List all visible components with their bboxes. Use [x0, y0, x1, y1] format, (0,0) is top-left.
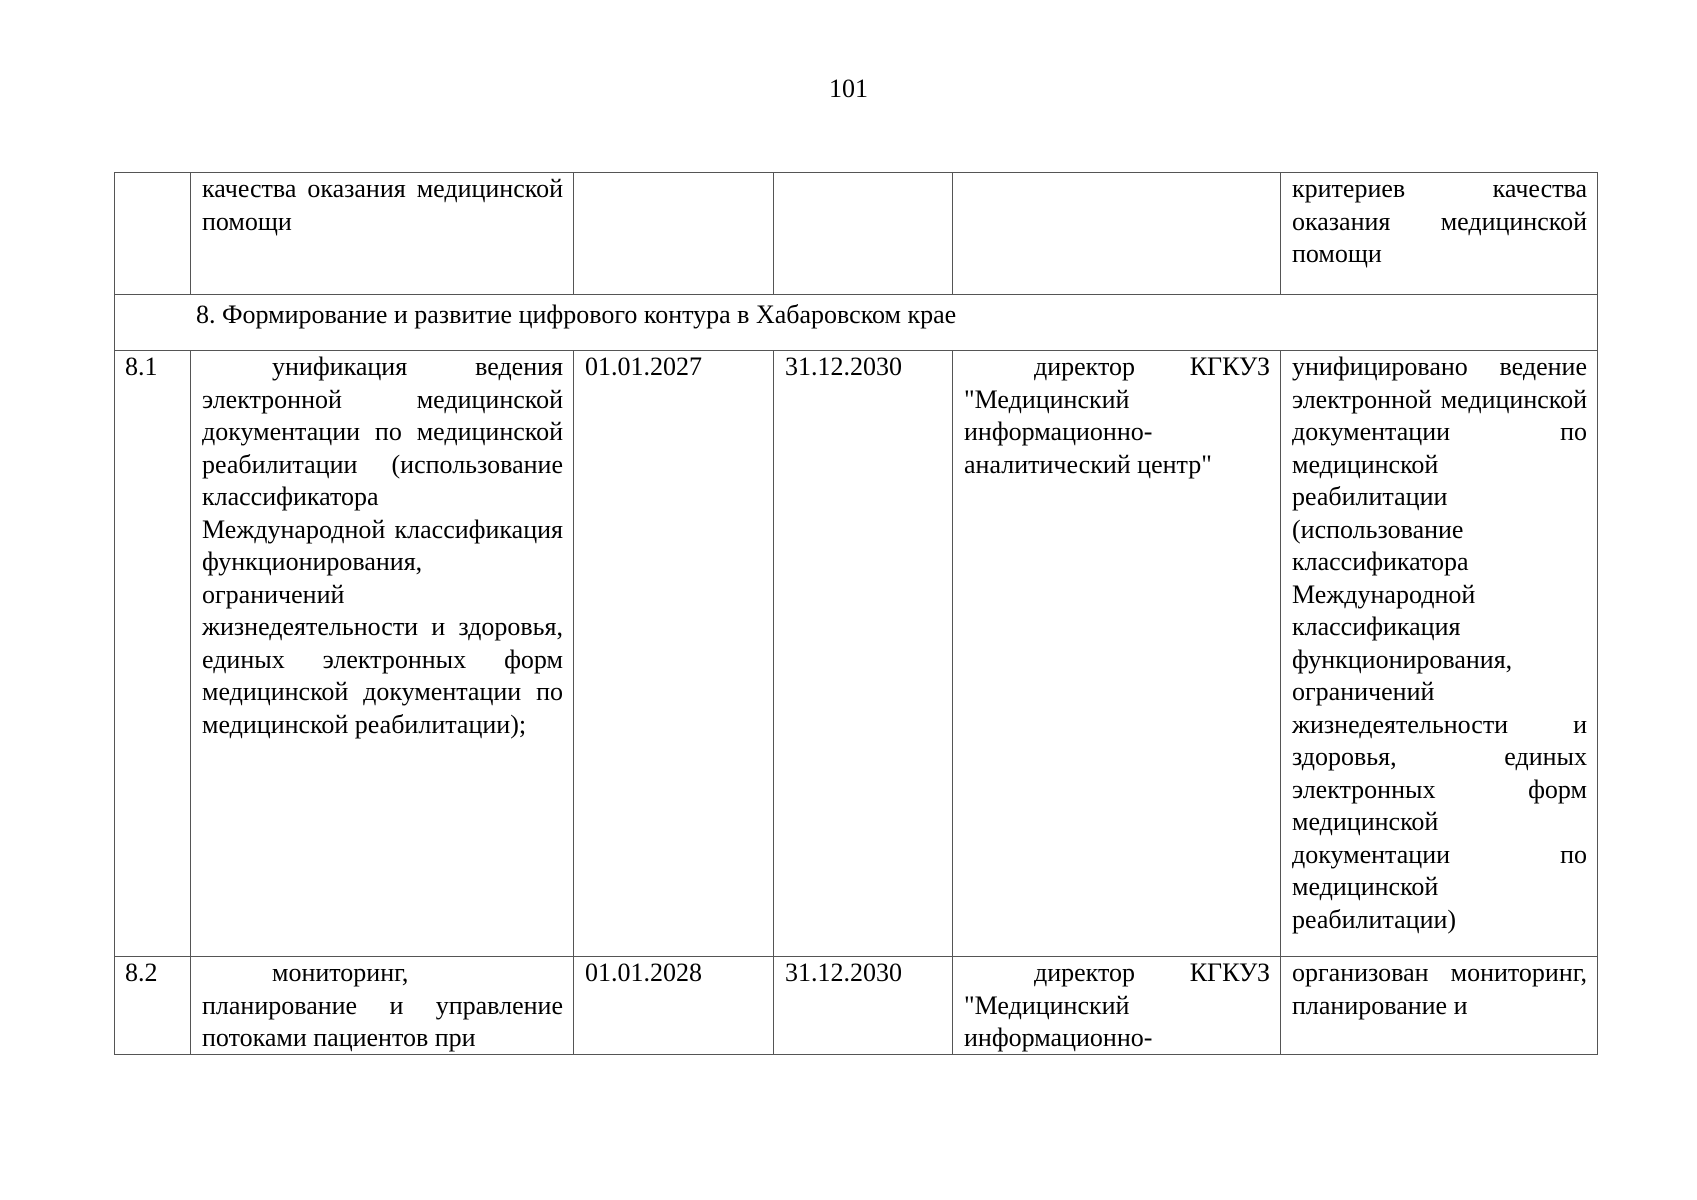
start-date: 01.01.2028 — [585, 958, 702, 987]
activity-text: мониторинг, планирование и управление потоками пациентов при — [202, 958, 563, 1052]
result-cell: критериев качества оказания медицинской помощи — [1281, 173, 1598, 295]
responsible-text: директор КГКУЗ "Медицинский информационно- — [964, 958, 1270, 1052]
end-date-cell: 31.12.2030 — [774, 351, 953, 957]
activity-cell: унификация ведения электронной медицинской документации по медицинской реабилитации (использование классификатора Международной классификация функционирования, ограничений жизнедеятельности и здоровья, единых электронных форм медицинской документации по медицинской реабилитации); — [191, 351, 574, 957]
responsible-cell — [953, 957, 1281, 1055]
row-number: 8.2 — [125, 958, 158, 987]
start-date-cell: 01.01.2027 — [574, 351, 774, 957]
row-number: 8.1 — [115, 351, 191, 957]
table-row — [115, 173, 1598, 295]
result-cell: унифицировано ведение электронной медицинской документации по медицинской реабилитации (использование классификатора Международной классификация функционирования, ограничений жизнедеятельности и здоровья, единых электронных форм медицинской документации по медицинской реабилитации) — [1281, 351, 1598, 957]
activity-cell — [191, 957, 574, 1055]
table-row — [115, 351, 1598, 957]
end-date-cell — [774, 957, 953, 1055]
responsible-cell: директор КГКУЗ "Медицинский информационно-аналитический центр" — [953, 351, 1281, 957]
responsible-cell — [953, 173, 1281, 295]
start-date-cell — [574, 957, 774, 1055]
activity-cell: качества оказания медицинской помощи — [191, 173, 574, 295]
start-date-cell — [574, 173, 774, 295]
row-number — [115, 173, 191, 295]
section-row — [115, 295, 1598, 351]
result-text: организован мониторинг, планирование и — [1292, 958, 1587, 1020]
page-number: 101 — [829, 74, 868, 103]
activity-table — [114, 172, 1598, 1055]
end-date: 31.12.2030 — [785, 958, 902, 987]
section-title: 8. Формирование и развитие цифрового контура в Хабаровском крае — [115, 295, 1598, 351]
result-cell — [1281, 957, 1598, 1055]
row-number-cell — [115, 957, 191, 1055]
end-date-cell — [774, 173, 953, 295]
table-row — [115, 957, 1598, 1055]
